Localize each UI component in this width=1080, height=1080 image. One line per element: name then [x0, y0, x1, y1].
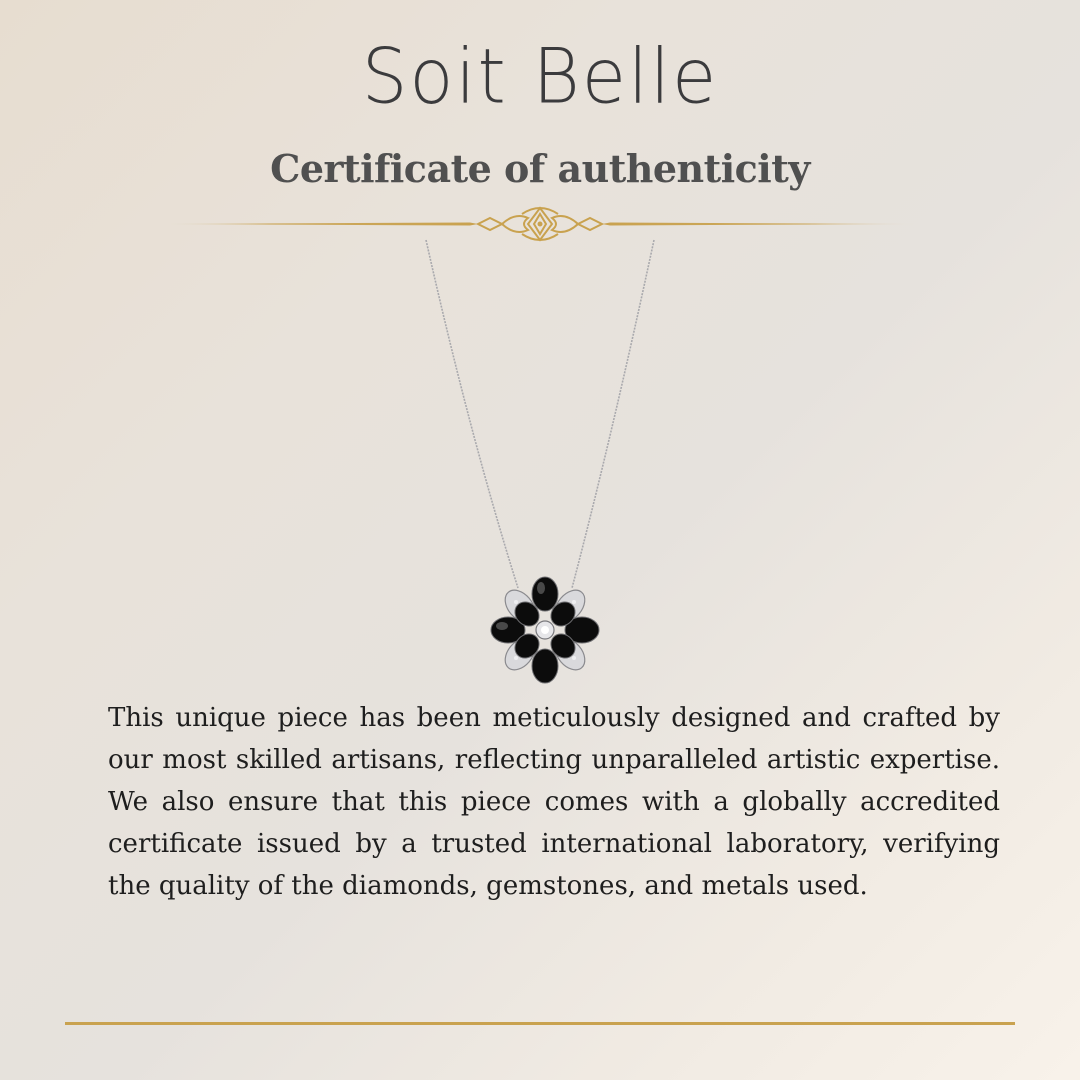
brand-logo [0, 31, 1080, 121]
certificate-title: Certificate of authenticity [270, 146, 810, 191]
flower-pendant-necklace-image [400, 236, 680, 686]
certificate-description: This unique piece has been meticulously designed and crafted by our most skilled artisans, reflecting unparalleled artistic expertise. We also ensure that this piece comes with a globally accredited certificate issued by a trusted international laboratory, verifying the quality of the diamonds, gemstones, and metals used. [108, 703, 1000, 901]
gold-bottom-rule [65, 1022, 1015, 1026]
brand-name: Soit Belle [361, 31, 719, 121]
